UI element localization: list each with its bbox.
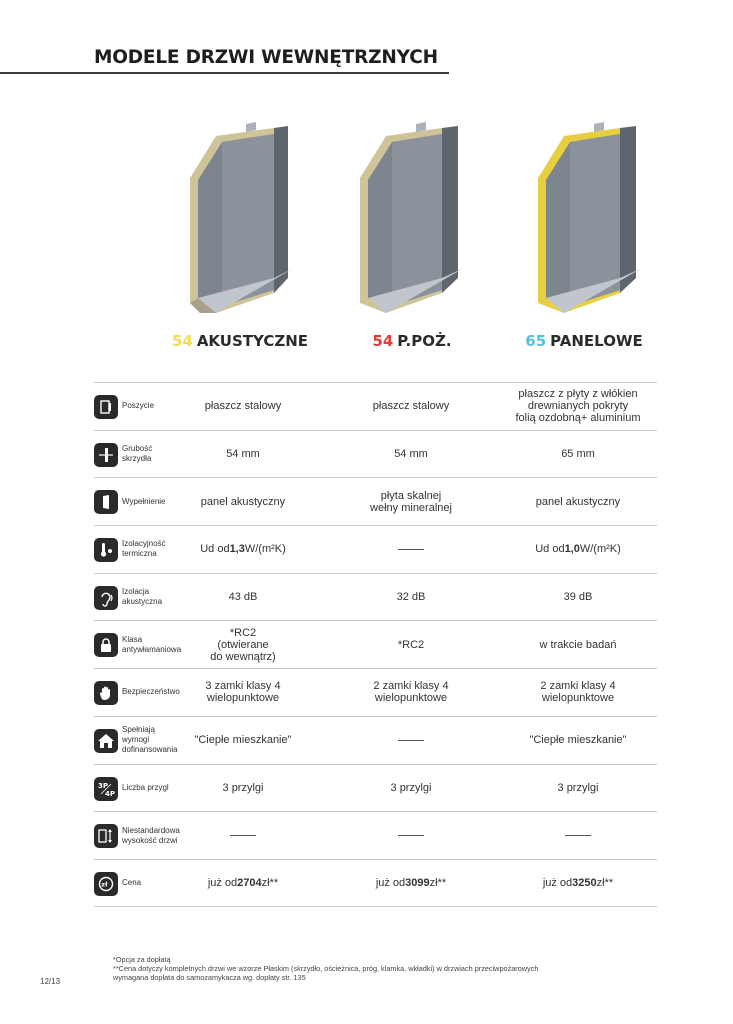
cell-bold: 3099: [405, 876, 430, 889]
spec-cell: [158, 860, 328, 906]
footnote: **Cena dotyczy kompletnych drzwi we wzorze Płaskim (skrzydło, ościeżnica, próg, klamka, wkładki) w drzwiach przeciwpożarowych wymagana dopłata do samozamykacza wg. dopłaty str. 135: [113, 964, 539, 982]
spec-cell: płaszcz stalowy: [372, 400, 450, 413]
door-ppoz-image: [352, 118, 482, 313]
spec-cell: *RC2: [397, 638, 425, 651]
row-label: Bezpieczeństwo: [122, 687, 180, 697]
row-label: Niestandardowa wysokość drzwi: [122, 825, 180, 845]
page-number: 12/13: [40, 977, 61, 986]
spec-row: [94, 668, 657, 716]
door-cover-icon: [94, 395, 118, 419]
spec-cell: [158, 717, 328, 764]
spec-table: [94, 382, 657, 907]
cell-pre: "Ciepłe mieszkanie": [529, 734, 627, 747]
row-label: Klasa antywłamaniowa: [122, 634, 182, 654]
empty-dash: [565, 835, 591, 836]
price-icon: [94, 872, 118, 896]
spec-cell: płaszcz z płyty z włókien drewnianych pokryty folią ozdobną+ aluminium: [515, 388, 641, 425]
spec-row: [94, 430, 657, 478]
cell-pre: już od: [542, 876, 573, 889]
cell-post: zł**: [429, 876, 447, 889]
ear-icon: [94, 586, 118, 610]
spec-cell: [326, 860, 496, 906]
model-name: PANELOWE: [550, 332, 643, 350]
spec-row: [94, 764, 657, 812]
spec-cell: płyta skalnej wełny mineralnej: [370, 489, 452, 514]
spec-cell: [493, 812, 663, 859]
spec-row: [94, 811, 657, 859]
empty-dash: [398, 740, 424, 741]
spec-row: [94, 477, 657, 525]
spec-cell: 3 przylgi: [222, 781, 264, 794]
spec-cell: 43 dB: [228, 591, 258, 604]
spec-row: [94, 573, 657, 621]
model-title-panelowe: [484, 332, 684, 350]
hinges-icon: [94, 777, 118, 801]
empty-dash: [230, 835, 256, 836]
model-name: AKUSTYCZNE: [196, 332, 309, 350]
cell-post: zł**: [596, 876, 614, 889]
footnote: *Opcja za dopłatą: [113, 955, 171, 964]
cell-bold: 1,3: [229, 543, 245, 556]
spec-cell: 65 mm: [561, 448, 595, 461]
row-label: Cena: [122, 877, 142, 887]
spec-cell: [158, 526, 328, 573]
door-fill-icon: [94, 490, 118, 514]
door-akustyczne-image: [176, 118, 306, 313]
cell-bold: 2704: [237, 876, 262, 889]
spec-cell: płaszcz stalowy: [204, 400, 282, 413]
svg-text:zł: zł: [101, 880, 108, 889]
spec-cell: *RC2 (otwierane do wewnątrz): [210, 626, 276, 663]
model-title-akustyczne: [140, 332, 340, 350]
spec-cell: 54 mm: [394, 448, 428, 461]
door-height-icon: [94, 824, 118, 848]
cell-pre: "Ciepłe mieszkanie": [194, 734, 292, 747]
hand-icon: [94, 681, 118, 705]
spec-cell: 39 dB: [563, 591, 593, 604]
spec-cell: panel akustyczny: [200, 495, 286, 508]
model-number: 54: [372, 332, 394, 350]
cell-pre: Ud od: [535, 543, 565, 556]
spec-row: [94, 382, 657, 430]
thermometer-icon: [94, 538, 118, 562]
spec-cell: w trakcie badań: [539, 638, 617, 651]
cell-pre: już od: [375, 876, 406, 889]
cell-post: W/(m²K): [244, 543, 286, 556]
spec-cell: [326, 717, 496, 764]
row-label: Izolacja akustyczna: [122, 587, 163, 607]
page-title: MODELE DRZWI WEWNĘTRZNYCH: [94, 47, 438, 68]
house-icon: [94, 729, 118, 753]
spec-cell: 2 zamki klasy 4 wielopunktowe: [540, 680, 616, 705]
spec-cell: [493, 526, 663, 573]
spec-row: [94, 716, 657, 764]
spec-row: [94, 859, 657, 907]
spec-row: [94, 525, 657, 573]
cell-bold: 3250: [572, 876, 597, 889]
spec-cell: 3 przylgi: [557, 781, 599, 794]
title-underline: [0, 72, 449, 74]
spec-cell: 32 dB: [396, 591, 426, 604]
model-title-ppoz: [312, 332, 512, 350]
spec-row: [94, 620, 657, 668]
spec-cell: [326, 812, 496, 859]
footnotes: [113, 955, 673, 982]
row-label: Spełniają wymogi dofinansowania: [122, 725, 178, 755]
cell-post: W/(m²K): [579, 543, 621, 556]
door-panelowe-image: [528, 118, 658, 313]
spec-cell: [158, 812, 328, 859]
row-label: Grubość skrzydła: [122, 444, 153, 464]
svg-text:4P: 4P: [105, 789, 115, 798]
svg-text:3P: 3P: [98, 781, 109, 790]
cell-pre: już od: [207, 876, 238, 889]
spec-cell: 3 przylgi: [390, 781, 432, 794]
empty-dash: [398, 835, 424, 836]
row-label: Wypełnienie: [122, 496, 166, 506]
spec-cell: [493, 717, 663, 764]
cell-pre: Ud od: [200, 543, 230, 556]
model-name: P.POŻ.: [397, 332, 452, 350]
empty-dash: [398, 549, 424, 550]
row-label: Poszycie: [122, 401, 155, 411]
spec-cell: [493, 860, 663, 906]
spec-cell: 2 zamki klasy 4 wielopunktowe: [373, 680, 449, 705]
spec-cell: 3 zamki klasy 4 wielopunktowe: [205, 680, 281, 705]
spec-cell: panel akustyczny: [535, 495, 621, 508]
spec-cell: 54 mm: [226, 448, 260, 461]
cell-post: zł**: [261, 876, 279, 889]
cell-bold: 1,0: [564, 543, 580, 556]
thickness-icon: [94, 443, 118, 467]
model-number: 65: [525, 332, 547, 350]
model-number: 54: [171, 332, 193, 350]
row-label: Liczba przygl: [122, 782, 169, 792]
spec-cell: [326, 526, 496, 573]
row-label: Izolacyjność termiczna: [122, 539, 166, 559]
padlock-icon: [94, 633, 118, 657]
